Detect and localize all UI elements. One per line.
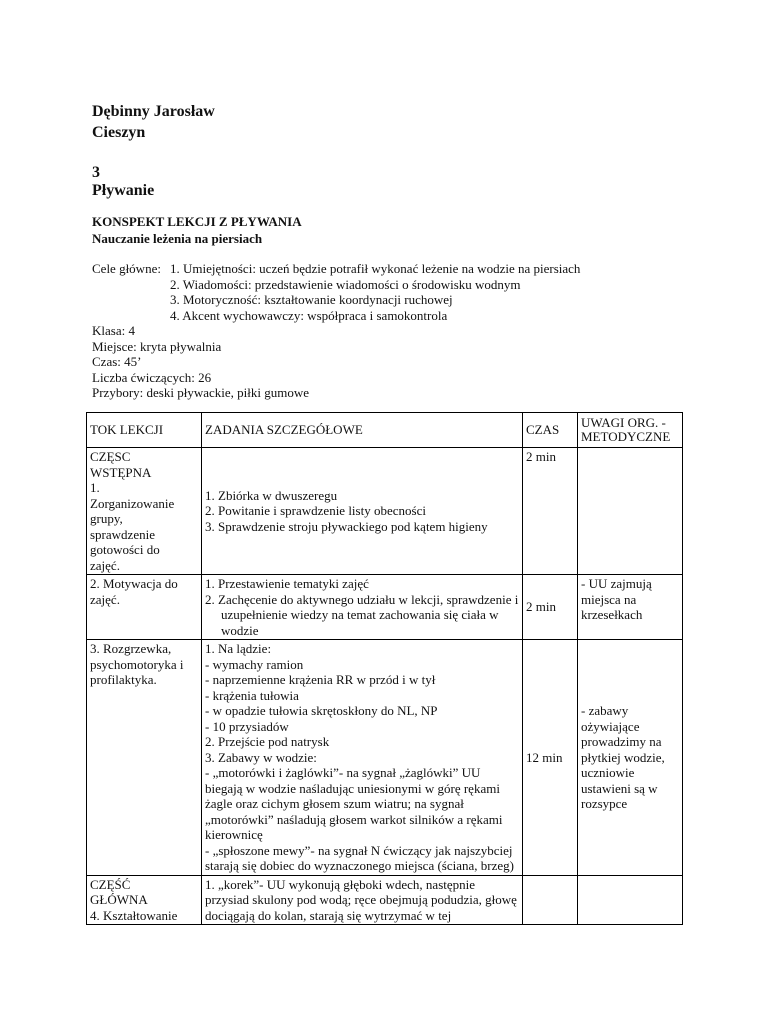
goals-label: Cele główne: (92, 261, 161, 276)
goal-item: 2. Wiadomości: przedstawienie wiadomości o środowisku wodnym (170, 276, 521, 292)
author-name: Dębinny Jarosław (92, 103, 215, 120)
lesson-subject: Pływanie (92, 182, 155, 199)
header-zadania: ZADANIA SZCZEGÓŁOWE (202, 413, 523, 448)
info-equipment: Przybory: deski pływackie, piłki gumowe (92, 385, 309, 400)
header-uwagi: UWAGI ORG. - METODYCZNE (578, 413, 683, 448)
goal-item: 3. Motoryczność: kształtowanie koordynacji ruchowej (170, 292, 453, 307)
cell-zadania: 1. Na lądzie: - wymachy ramion - naprzemienne krążenia RR w przód i w tył - krążenia tułowia - w opadzie tułowia skrętoskłony do NL, NP - 10 przysiadów 2. Przejście pod natrysk 3. Zabawy w wodzie: - „motorówki i żaglówki”- na sygnał „żaglówki” UU biegają w wodzie naśladując uniesionymi w górę rękami żagle oraz cichym głosem szum wiatru; na sygnał „motorówki” naśladują głosem warkot silników a rękami kierownicę - „spłoszone mewy”- na sygnał N ćwiczący jak najszybciej starają się dobiec do wyznaczonego miejsca (ściana, brzeg) (202, 640, 523, 876)
cell-uwagi (578, 448, 683, 575)
header-tok: TOK LEKCJI (87, 413, 202, 448)
info-time: Czas: 45’ (92, 354, 142, 369)
lesson-info (92, 323, 309, 401)
table-row (87, 575, 683, 640)
cell-czas: 12 min (523, 640, 578, 876)
table-row (87, 875, 683, 925)
info-participants: Liczba ćwiczących: 26 (92, 369, 212, 385)
cell-czas: 2 min (523, 448, 578, 575)
info-class: Klasa: 4 (92, 323, 135, 338)
cell-uwagi (578, 875, 683, 925)
cell-tok: CZĘSC WSTĘPNA 1. Zorganizowanie grupy, sprawdzenie gotowości do zajęć. (87, 448, 202, 575)
document-subtitle: Nauczanie leżenia na piersiach (92, 231, 263, 246)
cell-zadania: 1. „korek”- UU wykonują głęboki wdech, następnie przysiad skulony pod wodą; ręce obejmują podudzia, głowę dociągają do kolan, starają się wytrzymać w tej (202, 875, 523, 925)
info-place: Miejsce: kryta pływalnia (92, 338, 222, 354)
goals-section (92, 261, 580, 323)
cell-tok: CZĘŚĆ GŁÓWNA 4. Kształtowanie (87, 875, 202, 925)
cell-zadania: 1. Zbiórka w dwuszeregu 2. Powitanie i sprawdzenie listy obecności 3. Sprawdzenie stroju pływackiego pod kątem higieny (202, 448, 523, 575)
city-name: Cieszyn (92, 124, 146, 141)
cell-czas: 2 min (523, 575, 578, 640)
cell-tok: 2. Motywacja do zajęć. (87, 575, 202, 640)
table-header-row (87, 413, 683, 448)
lesson-table (86, 412, 683, 925)
goal-item: 1. Umiejętności: uczeń będzie potrafił wykonać leżenie na wodzie na piersiach (170, 261, 581, 276)
table-row (87, 640, 683, 876)
goal-item: 4. Akcent wychowawczy: współpraca i samokontrola (170, 307, 448, 323)
lesson-number: 3 (92, 164, 100, 181)
table-row (87, 448, 683, 575)
cell-zadania: 1. Przestawienie tematyki zajęć 2. Zachęcenie do aktywnego udziału w lekcji, sprawdzenie i uzupełnienie wiedzy na temat zachowania się ciała w wodzie (202, 575, 523, 640)
cell-uwagi: - zabawy ożywiające prowadzimy na płytkiej wodzie, uczniowie ustawieni są w rozsypce (578, 640, 683, 876)
header-czas: CZAS (523, 413, 578, 448)
document-title: KONSPEKT LEKCJI Z PŁYWANIA (92, 214, 302, 229)
cell-uwagi: - UU zajmują miejsca na krzesełkach (578, 575, 683, 640)
cell-tok: 3. Rozgrzewka, psychomotoryka i profilaktyka. (87, 640, 202, 876)
cell-czas (523, 875, 578, 925)
